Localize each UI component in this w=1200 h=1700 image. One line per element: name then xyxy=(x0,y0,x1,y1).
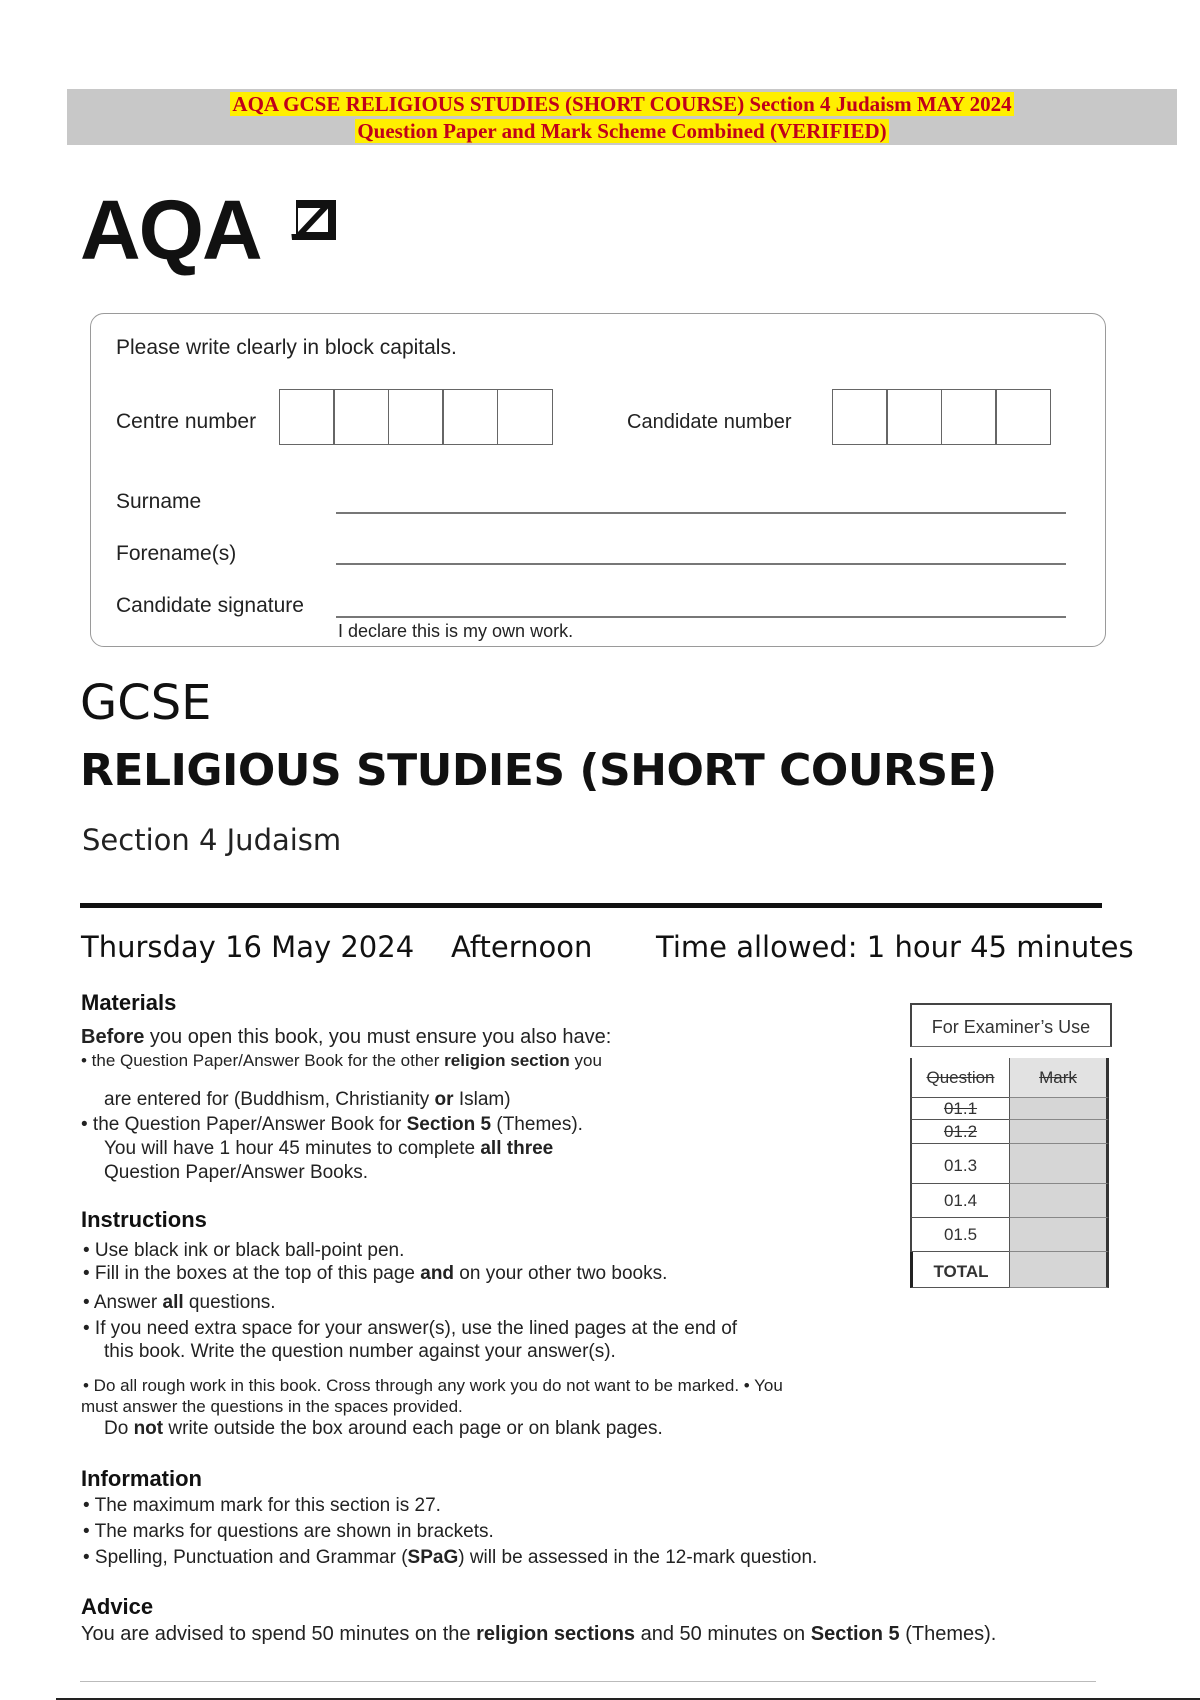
centre-number-box[interactable] xyxy=(442,389,498,445)
mark-cell xyxy=(1009,1218,1109,1252)
title-divider xyxy=(80,903,1102,908)
instruction-answer-all: • Answer all questions. xyxy=(83,1292,276,1313)
footer-rule xyxy=(80,1681,1096,1682)
candidate-number-box[interactable] xyxy=(941,389,997,445)
info-max-mark: • The maximum mark for this section is 27. xyxy=(83,1495,441,1516)
mark-cell xyxy=(1009,1098,1109,1120)
centre-number-boxes[interactable] xyxy=(280,389,553,445)
instruction-ink: • Use black ink or black ball-point pen. xyxy=(83,1240,405,1261)
materials-books-note: Question Paper/Answer Books. xyxy=(104,1162,369,1183)
instruction-rough-work: • Do all rough work in this book. Cross through any work you do not want to be marked. • You xyxy=(83,1376,783,1395)
question-number: 01.2 xyxy=(910,1120,1009,1144)
section-title: Section 4 Judaism xyxy=(82,823,342,857)
total-label: TOTAL xyxy=(910,1252,1009,1288)
time-allowed: Time allowed: 1 hour 45 minutes xyxy=(656,930,1134,964)
candidate-number-box[interactable] xyxy=(886,389,942,445)
subject-title: RELIGIOUS STUDIES (SHORT COURSE) xyxy=(80,745,997,796)
signature-field[interactable] xyxy=(336,616,1066,618)
instruction-boxes: • Fill in the boxes at the top of this page and on your other two books. xyxy=(83,1263,668,1284)
centre-number-box[interactable] xyxy=(333,389,389,445)
question-number: 01.4 xyxy=(910,1184,1009,1218)
materials-item-religions: are entered for (Buddhism, Christianity or Islam) xyxy=(104,1089,511,1110)
mark-cell xyxy=(1009,1120,1109,1144)
materials-intro: Before you open this book, you must ensure you also have: xyxy=(81,1026,612,1048)
candidate-number-label: Candidate number xyxy=(627,411,792,433)
block-capitals-instruction: Please write clearly in block capitals. xyxy=(116,336,457,359)
candidate-number-boxes[interactable] xyxy=(833,389,1051,445)
table-row xyxy=(910,1120,1109,1144)
question-number: 01.3 xyxy=(910,1144,1009,1184)
examiner-grid xyxy=(910,1058,1109,1288)
instruction-extra-space-cont: this book. Write the question number against your answer(s). xyxy=(104,1341,616,1362)
candidate-number-box[interactable] xyxy=(832,389,888,445)
question-number: 01.1 xyxy=(910,1098,1009,1120)
aqa-logo-mark-icon xyxy=(284,194,340,248)
information-heading: Information xyxy=(81,1466,202,1491)
centre-number-box[interactable] xyxy=(388,389,444,445)
banner-subtitle: Question Paper and Mark Scheme Combined (VERIFIED) xyxy=(357,119,887,143)
instruction-extra-space: • If you need extra space for your answer(s), use the lined pages at the end of xyxy=(83,1318,738,1339)
declaration-text: I declare this is my own work. xyxy=(338,621,574,641)
instructions-heading: Instructions xyxy=(81,1207,207,1232)
info-spag: • Spelling, Punctuation and Grammar (SPaG) will be assessed in the 12-mark question. xyxy=(83,1547,818,1568)
table-total-row xyxy=(910,1252,1109,1288)
header-banner xyxy=(67,89,1177,145)
centre-number-box[interactable] xyxy=(497,389,553,445)
total-mark-cell xyxy=(1009,1252,1109,1288)
question-number: 01.5 xyxy=(910,1218,1009,1252)
signature-label: Candidate signature xyxy=(116,594,304,617)
banner-title: AQA GCSE RELIGIOUS STUDIES (SHORT COURSE) Section 4 Judaism MAY 2024 xyxy=(232,92,1012,116)
forename-field[interactable] xyxy=(336,563,1066,565)
qualification-title: GCSE xyxy=(80,675,212,731)
exam-session: Afternoon xyxy=(451,930,593,964)
mark-column-header: Mark xyxy=(1009,1058,1109,1098)
surname-field[interactable] xyxy=(336,512,1066,514)
mark-cell xyxy=(1009,1184,1109,1218)
instruction-do-not-write: Do not write outside the box around each page or on blank pages. xyxy=(104,1418,663,1439)
materials-item-section5: • the Question Paper/Answer Book for Section 5 (Themes). xyxy=(81,1114,583,1135)
mark-cell xyxy=(1009,1144,1109,1184)
exam-date: Thursday 16 May 2024 xyxy=(81,930,415,964)
centre-number-label: Centre number xyxy=(116,410,257,433)
table-header-row xyxy=(910,1058,1109,1098)
table-row xyxy=(910,1144,1109,1184)
question-column-header: Question xyxy=(910,1058,1009,1098)
table-row xyxy=(910,1184,1109,1218)
advice-heading: Advice xyxy=(81,1594,154,1619)
candidate-number-box[interactable] xyxy=(995,389,1051,445)
centre-number-box[interactable] xyxy=(279,389,335,445)
materials-heading: Materials xyxy=(81,990,177,1015)
table-row xyxy=(910,1098,1109,1120)
examiner-use-title: For Examiner’s Use xyxy=(910,1003,1112,1047)
forename-label: Forename(s) xyxy=(116,542,237,565)
surname-label: Surname xyxy=(116,490,202,513)
materials-time-note: You will have 1 hour 45 minutes to complete all three xyxy=(104,1138,554,1159)
materials-item-other-religion: • the Question Paper/Answer Book for the other religion section you xyxy=(81,1051,602,1070)
info-marks-brackets: • The marks for questions are shown in brackets. xyxy=(83,1521,494,1542)
table-row xyxy=(910,1218,1109,1252)
advice-text: You are advised to spend 50 minutes on the religion sections and 50 minutes on Section 5 (Themes). xyxy=(81,1623,997,1645)
aqa-logo-text: AQA xyxy=(80,183,261,277)
instruction-answer-spaces: must answer the questions in the spaces provided. xyxy=(81,1397,463,1416)
